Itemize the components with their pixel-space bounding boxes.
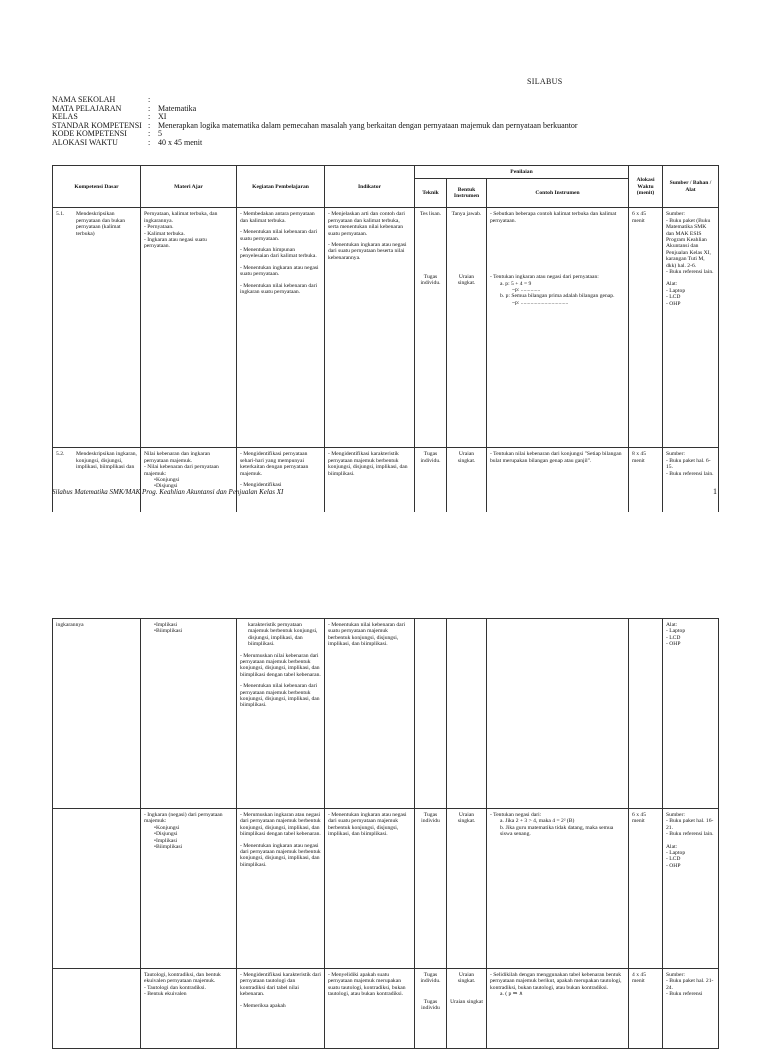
indikator-cell: - Menjelaskan arti dan contoh dari pernyataan dan kalimat terbuka, serta menentukan nilai kebenaran suatu pernyataan. - Menentukan ingkaran atau negasi dari suatu pernyataan beserta nilai kebenarannya. [325,208,415,448]
bentuk-cell: Uraian singkat. Uraian singkat [447,969,487,1049]
page-number: 1 [713,487,717,496]
table-row [53,809,719,969]
header-contoh: Contoh Instrumen [487,179,629,208]
materi-cell: Pernyataan, kalimat terbuka, dan ingkarannya. - Pernyataan. - Kalimat terbuka. - Ingkaran atau negasi suatu pernyataan. [141,208,237,448]
kd-cell: 5.1. Mendeskripsikan pernyataan dan bukan pernyataan (kalimat terbuka) [53,208,141,448]
page-2 [0,512,768,1024]
materi-cell: • Implikasi • Biimplikasi [141,619,237,809]
contoh-cell: - Selidikilah dengan menggunakan tabel kebenaran bentuk pernyataan majemuk berikut, apakah merupakan tautologi, kontradiksi, bukan tautologi, atau bukan kontradiksi. a. ( p ⇒ ∧ [487,969,629,1049]
kd-cell: 5.2. Mendeskripsikan ingkaran, konjungsi, disjungsi, implikasi, biimplikasi dan [53,448,141,516]
table-row [53,208,719,448]
header-materi: Materi Ajar [141,166,237,208]
teknik-cell: Tugas individu. [415,448,447,516]
sumber-cell: Sumber: - Buku paket hal. 16-21. - Buku referensi lain. Alat: - Laptop - LCD - OHP [663,809,719,969]
kegiatan-cell: - Merumuskan ingkaran atau negasi dari pernyataan majemuk berbentuk konjungsi, disjungsi, implikasi, dan biimplikasi dengan tabel kebenaran. - Menentukan ingkaran atau negasi dari pernyataan majemuk berbentuk konjungsi, disjungsi, implikasi, dan biimplikasi. [237,809,325,969]
indikator-cell: - Mengidentifikasi karakteristik pernyataan majemuk berbentuk konjungsi, disjungsi, implikasi, dan biimplikasi. [325,448,415,516]
meta-row: ALOKASI WAKTU : 40 x 45 menit [52,137,203,147]
header-kegiatan: Kegiatan Pembelajaran [237,166,325,208]
meta-row: KELAS : XI [52,112,167,122]
sumber-cell: Sumber: - Buku paket hal. 21-24. - Buku referensi [663,969,719,1049]
meta-row: NAMA SEKOLAH : [52,95,151,104]
bentuk-cell: Tanya jawab. Uraian singkat. [447,208,487,448]
doc-title: SILABUS [527,77,563,86]
kd-cell [53,809,141,969]
page-1 [0,0,768,512]
sumber-cell: Alat: - Laptop - LCD - OHP [663,619,719,809]
kegiatan-cell: - Mengidentifikasi karakteristik dari pernyataan tautologi dan kontradiksi dari tabel nilai kebenaran. - Memeriksa apakah [237,969,325,1049]
contoh-cell: - Sebutkan beberapa contoh kalimat terbuka dan kalimat pernyataan. - Tentukan ingkaran atau negasi dari pernyataan: a. p: 5 + 4 = 9 ~p: .............. b. p: Semua bilangan prima adalah bilangan genap. ~p: .................................. [487,208,629,448]
meta-block [52,96,578,148]
meta-row: KODE KOMPETENSI : 5 [52,129,162,139]
alokasi-cell: 6 x 45 menit [629,208,663,448]
contoh-cell: - Tentukan nilai kebenaran dari konjungsi "Setiap bilangan bulat merupakan bilangan genap atau ganjil". [487,448,629,516]
bentuk-cell: Uraian singkat. [447,809,487,969]
header-bentuk: Bentuk Instrumen [447,179,487,208]
teknik-cell [415,619,447,809]
alokasi-cell: 4 x 45 menit [629,969,663,1049]
alokasi-cell: 6 x 45 menit [629,809,663,969]
contoh-cell: - Tentukan negasi dari: a. Jika 2 + 3 > 4, maka 4 = 2² (B) b. Jika guru matematika tidak datang, maka semua siswa senang. [487,809,629,969]
header-sumber: Sumber / Bahan / Alat [663,166,719,208]
sumber-cell: Sumber: - Buku paket hal. 6-15. - Buku referensi lain. [663,448,719,516]
header-kd: Kompetensi Dasar [53,166,141,208]
header-penilaian: Penilaian [415,166,629,179]
indikator-cell: - Menentukan nilai kebenaran dari suatu pernyataan majemuk berbentuk konjungsi, disjungsi, implikasi, dan biimplikasi. [325,619,415,809]
header-alokasi: Alokasi Waktu (menit) [629,166,663,208]
alokasi-cell: 8 x 45 menit [629,448,663,516]
meta-row: STANDAR KOMPETENSI : Menerapkan logika matematika dalam pemecahan masalah yang berkaitan dengan pernyataan majemuk dan pernyataan berkuantor [52,120,578,130]
materi-cell: Nilai kebenaran dan ingkaran pernyataan majemuk. - Nilai kebenaran dari pernyataan majemuk: • Konjungsi • Disjungsi [141,448,237,516]
indikator-cell: - Menentukan ingkaran atau negasi dari suatu pernyataan majemuk berbentuk konjungsi, disjungsi, implikasi, dan biimplikasi. [325,809,415,969]
header-teknik: Teknik [415,179,447,208]
header-indikator: Indikator [325,166,415,208]
teknik-cell: Tes lisan. Tugas individu. [415,208,447,448]
kegiatan-cell: - Mengidentifikasi pernyataan sehari-hari yang mempunyai keterkaitan dengan pernyataan majemuk. - Mengidentifikasi [237,448,325,516]
materi-cell: - Ingkaran (negasi) dari pernyataan majemuk: • Konjungsi • Disjungsi • Implikasi • Biimplikasi [141,809,237,969]
meta-row: MATA PELAJARAN : Matematika [52,103,197,113]
table-row [53,619,719,809]
table-row [53,448,719,516]
bentuk-cell: Uraian singkat. [447,448,487,516]
sumber-cell: Sumber: - Buku paket (Buku Matematika SMK dan MAK ESIS Program Keahlian Akuntansi dan Penjualan Kelas XI, karangan Tuti M, dkk) hal. 2-6. - Buku referensi lain. Alat: - Laptop - LCD - OHP [663,208,719,448]
kegiatan-cell: - Membedakan antara pernyataan dan kalimat terbuka. - Menentukan nilai kebenaran dari suatu pernyataan. - Menentukan himpunan penyelesaian dari kalimat terbuka. - Menentukan ingkaran atau negasi suatu pernyataan. - Menentukan nilai kebenaran dari ingkaran suatu pernyataan. [237,208,325,448]
teknik-cell: Tugas individu. Tugas individu [415,969,447,1049]
syllabus-table-page-1 [52,165,719,516]
alokasi-cell [629,619,663,809]
materi-cell: Tautologi, kontradiksi, dan bentuk ekuivalen pernyataan majemuk. - Tautologi dan kontradiksi. - Bentuk ekuivalen [141,969,237,1049]
kd-cell: ingkarannya [53,619,141,809]
kd-cell [53,969,141,1049]
syllabus-table-page-2 [52,618,719,1049]
page-footer: Silabus Matematika SMK/MAK Prog. Keahlian Akuntansi dan Penjualan Kelas XI [52,488,284,496]
contoh-cell [487,619,629,809]
indikator-cell: - Menyelidiki apakah suatu pernyataan majemuk merupakan suatu tautologi, kontradiksi, bukan tautologi, atau bukan kontradiksi. [325,969,415,1049]
table-row [53,969,719,1049]
teknik-cell: Tugas individu [415,809,447,969]
kegiatan-cell: karakteristik pernyataan majemuk berbentuk konjungsi, disjungsi, implikasi, dan biimplikasi. - Merumuskan nilai kebenaran dari pernyataan majemuk berbentuk konjungsi, disjungsi, implikasi, dan biimplikasi dengan tabel kebenaran. - Menentukan nilai kebenaran dari pernyataan majemuk berbentuk konjungsi, disjungsi, implikasi, dan biimplikasi. [237,619,325,809]
bentuk-cell [447,619,487,809]
